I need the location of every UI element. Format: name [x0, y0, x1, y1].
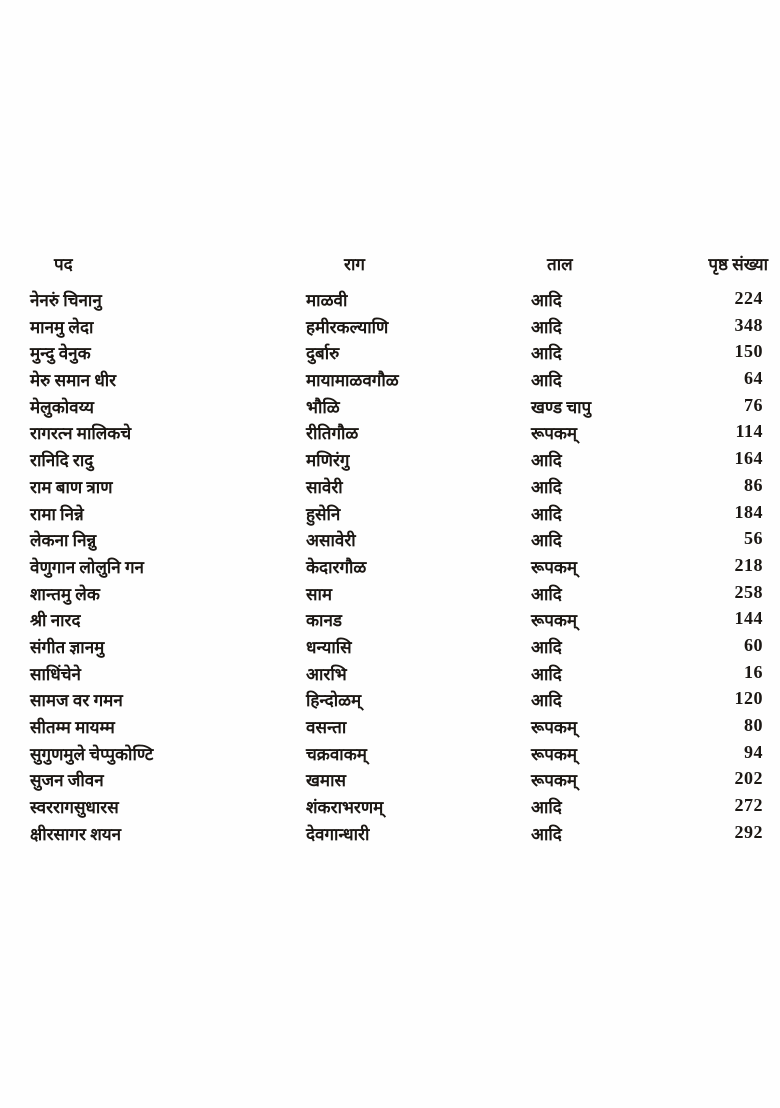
cell-page-number: 60 [744, 634, 763, 655]
cell-raga: खमास [306, 771, 346, 791]
cell-tala: आदि [531, 691, 562, 711]
cell-tala: रूपकम् [531, 771, 578, 791]
cell-pada: रागरत्न मालिकचे [30, 424, 132, 444]
table-row [0, 688, 780, 715]
table-row [0, 608, 780, 635]
cell-pada: सुजन जीवन [30, 771, 104, 791]
cell-raga: हमीरकल्याणि [306, 317, 389, 337]
table-row [0, 555, 780, 582]
column-header-tala: ताल [547, 255, 573, 274]
cell-tala: आदि [531, 477, 562, 497]
cell-tala: आदि [531, 451, 562, 471]
table-row [0, 475, 780, 502]
cell-raga: कानड [306, 611, 342, 631]
cell-tala: आदि [531, 664, 562, 684]
cell-pada: रानिदि रादु [30, 451, 94, 471]
table-row [0, 715, 780, 742]
song-index-table [0, 250, 780, 848]
cell-page-number: 64 [744, 368, 763, 389]
cell-pada: सीतम्म मायम्म [30, 718, 115, 737]
cell-pada: नेनरुं चिनानु [30, 291, 102, 310]
cell-tala: आदि [531, 344, 562, 364]
table-row [0, 341, 780, 368]
table-row [0, 662, 780, 689]
cell-tala: आदि [531, 824, 562, 844]
cell-page-number: 218 [734, 554, 763, 575]
cell-pada: मेलुकोवय्य [30, 397, 95, 417]
table-row [0, 635, 780, 662]
table-row [0, 502, 780, 529]
cell-page-number: 16 [744, 661, 763, 682]
cell-page-number: 150 [734, 341, 763, 362]
table-row [0, 768, 780, 795]
cell-page-number: 76 [744, 394, 763, 415]
cell-tala: आदि [531, 798, 562, 818]
cell-pada: साधिंचेने [30, 664, 81, 684]
column-header-pada: पद [54, 255, 73, 274]
cell-tala: आदि [531, 504, 562, 524]
table-row [0, 795, 780, 822]
cell-page-number: 272 [734, 795, 763, 816]
index-rows [0, 288, 780, 848]
cell-page-number: 114 [735, 421, 763, 442]
cell-pada: मेरु समान धीर [30, 371, 117, 391]
cell-page-number: 258 [734, 581, 763, 602]
cell-tala: आदि [531, 317, 562, 337]
cell-raga: हिन्दोळम् [306, 691, 362, 711]
cell-raga: शंकराभरणम् [306, 798, 384, 818]
column-header-page-number: पृष्ठ संख्या [708, 255, 768, 274]
cell-pada: लेकना निन्नु [30, 531, 97, 551]
table-row [0, 582, 780, 609]
cell-raga: चक्रवाकम् [306, 744, 367, 764]
cell-pada: क्षीरसागर शयन [30, 824, 122, 844]
cell-page-number: 164 [734, 448, 763, 469]
table-row [0, 315, 780, 342]
cell-pada: संगीत ज्ञानमु [30, 637, 105, 657]
cell-page-number: 224 [734, 288, 763, 308]
cell-page-number: 86 [744, 474, 763, 495]
cell-page-number: 202 [734, 768, 763, 789]
cell-raga: साम [306, 584, 333, 604]
cell-raga: धन्यासि [306, 637, 352, 657]
cell-page-number: 292 [734, 821, 763, 842]
cell-pada: वेणुगान लोलुनि गन [30, 557, 144, 577]
cell-raga: आरभि [306, 664, 347, 684]
cell-page-number: 348 [734, 314, 763, 335]
table-header-row [0, 250, 780, 288]
cell-tala: रूपकम् [531, 744, 578, 764]
table-row [0, 528, 780, 555]
cell-tala: आदि [531, 531, 562, 551]
cell-raga: सावेरी [306, 477, 343, 497]
cell-pada: मुन्दु वेनुक [30, 344, 91, 364]
cell-raga: दुर्बारु [306, 344, 340, 364]
cell-page-number: 94 [744, 741, 763, 762]
cell-pada: स्वररागसुधारस [30, 798, 119, 818]
cell-raga: मणिरंगु [306, 451, 350, 471]
cell-pada: राम बाण त्राण [30, 477, 113, 497]
table-row [0, 395, 780, 422]
cell-tala: रूपकम् [531, 424, 578, 444]
cell-pada: रामा निन्ने [30, 504, 84, 524]
cell-page-number: 120 [734, 688, 763, 709]
cell-raga: माळवी [306, 291, 348, 310]
cell-page-number: 56 [744, 528, 763, 549]
column-header-raga: राग [344, 255, 365, 274]
cell-raga: केदारगौळ [306, 557, 367, 577]
cell-page-number: 144 [734, 608, 763, 629]
table-row [0, 822, 780, 849]
cell-raga: मायामाळवगौळ [306, 371, 399, 391]
cell-page-number: 80 [744, 715, 763, 735]
cell-page-number: 184 [734, 501, 763, 522]
cell-pada: श्री नारद [30, 611, 81, 631]
cell-tala: आदि [531, 584, 562, 604]
cell-tala: खण्ड चापु [531, 397, 592, 417]
cell-raga: रीतिगौळ [306, 424, 359, 444]
cell-pada: सुगुणमुले चेप्पुकोण्टि [30, 744, 154, 764]
cell-tala: रूपकम् [531, 611, 578, 631]
cell-tala: आदि [531, 291, 562, 310]
cell-raga: देवगान्धारी [306, 824, 370, 844]
table-row [0, 421, 780, 448]
cell-raga: वसन्ता [306, 718, 347, 737]
table-row [0, 448, 780, 475]
cell-tala: आदि [531, 371, 562, 391]
cell-raga: असावेरी [306, 531, 356, 551]
cell-tala: रूपकम् [531, 718, 578, 737]
cell-pada: शान्तमु लेक [30, 584, 100, 604]
table-row [0, 288, 780, 315]
table-row [0, 742, 780, 769]
table-row [0, 368, 780, 395]
cell-tala: रूपकम् [531, 557, 578, 577]
cell-pada: मानमु लेदा [30, 317, 94, 337]
cell-raga: भौळि [306, 397, 340, 417]
cell-pada: सामज वर गमन [30, 691, 123, 711]
cell-raga: हुसेनि [306, 504, 341, 524]
cell-tala: आदि [531, 637, 562, 657]
